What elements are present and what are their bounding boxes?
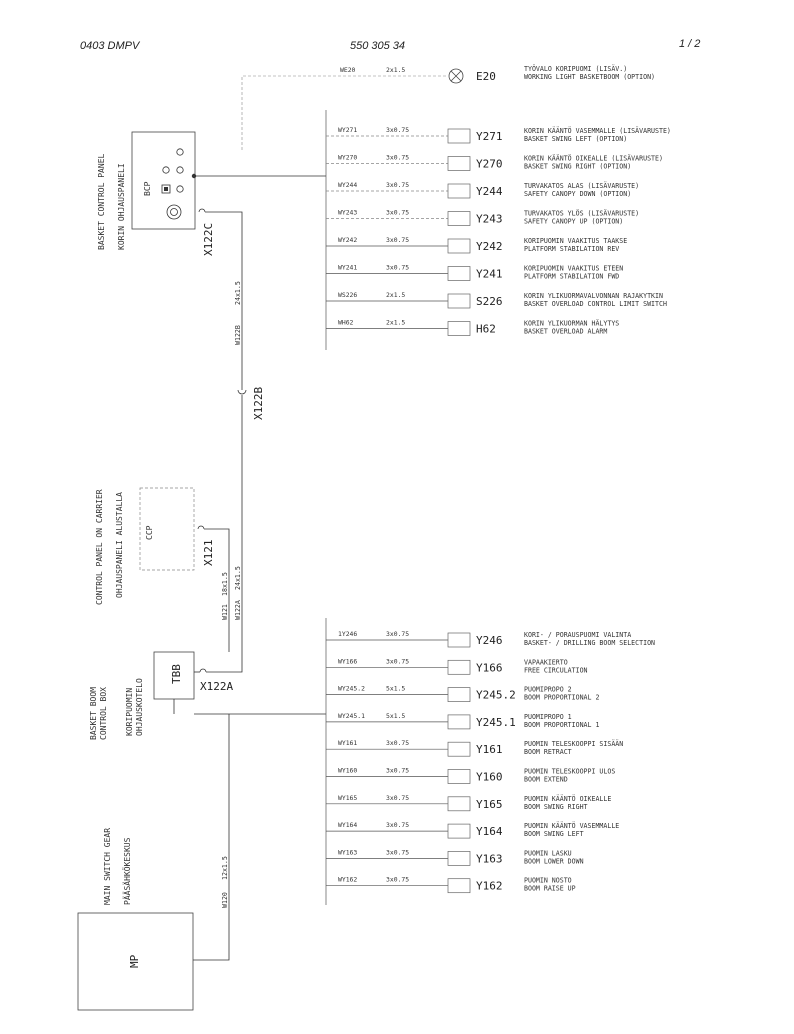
component-desc-fi: TURVAKATOS YLÖS (LISÄVARUSTE) [524,209,640,218]
wire-size: 5x1.5 [386,711,406,720]
component-desc-en: BOOM LOWER DOWN [524,857,584,866]
wire-id: WH62 [338,318,354,327]
wire-id: WY241 [338,263,358,272]
tbb-box-label: TBB [170,664,183,684]
doc-code: 0403 DMPV [80,40,140,52]
component-desc-fi: KORIPUOMIN VAAKITUS ETEEN [524,264,624,273]
bcp-button-icon [163,167,169,173]
component-box [448,322,470,336]
w121-label: W121 [221,604,229,620]
component-desc-fi: PUOMIN LASKU [524,849,572,858]
tbb-label-en2: CONTROL BOX [99,687,108,740]
ccp-label-en: CONTROL PANEL ON CARRIER [95,489,104,605]
component-box [448,742,470,756]
wire-id: WY245.2 [338,684,365,693]
wire-size: 3x0.75 [386,848,410,857]
component-desc-fi: PUOMIN TELESKOOPPI SISÄÄN [524,740,624,749]
page-number: 1 / 2 [679,38,701,50]
component-tag: Y246 [476,634,503,647]
component-box [448,633,470,647]
component-box [448,157,470,171]
w121-size: 18x1.5 [221,572,229,596]
x121-connector-icon [198,526,204,529]
wire-size: 3x0.75 [386,153,410,162]
component-desc-fi: VAPAAKIERTO [524,658,568,667]
e20-size: 2x1.5 [386,66,406,74]
w122a-size: 24x1.5 [234,566,242,590]
component-box [448,239,470,253]
component-tag: S226 [476,295,503,308]
component-tag: Y245.1 [476,715,516,729]
basket-component-rows [326,126,671,336]
component-tag: Y160 [476,770,503,784]
joystick-icon [167,205,181,219]
wire-id: WY160 [338,766,358,775]
component-tag: Y271 [476,130,503,143]
component-box [448,129,470,143]
x122b-connector-icon [238,390,246,394]
w122a-cable-line [206,395,242,672]
component-desc-fi: PUOMIN KÄÄNTÖ VASEMMALLE [524,822,620,831]
bcp-indicator-icon [177,186,183,192]
w122b-label: W122B [234,325,242,345]
component-desc-en: BOOM PROPORTIONAL 2 [524,693,600,702]
tbb-label-fi2: OHJAUSKOTELO [135,678,144,736]
wire-id: WY166 [338,657,358,666]
wire-id: WY245.1 [338,711,365,720]
wire-size: 3x0.75 [386,657,410,666]
component-tag: Y244 [476,185,503,198]
component-box [448,688,470,702]
wire-id: WY270 [338,153,358,162]
wire-size: 3x0.75 [386,181,410,189]
bcp-indicator-icon [177,167,183,173]
wire-size: 2x1.5 [386,318,406,327]
component-desc-en: FREE CIRCULATION [524,666,588,675]
component-desc-en: BASKET SWING RIGHT (OPTION) [524,162,632,171]
component-tag: Y163 [476,852,503,866]
component-box [448,212,470,226]
wire-size: 3x0.75 [386,208,410,217]
wire-id: WY165 [338,793,358,802]
x122a-connector-icon [200,669,206,672]
component-desc-en: BASKET SWING LEFT (OPTION) [524,135,628,143]
component-desc-en: BASKET OVERLOAD CONTROL LIMIT SWITCH [524,300,667,308]
component-desc-fi: PUOMIPROPO 1 [524,712,572,721]
w120-cable-line [193,714,229,960]
component-desc-fi: PUOMIPROPO 2 [524,685,572,694]
component-tag: Y164 [476,825,503,839]
component-box [448,824,470,838]
component-desc-en: BASKET- / DRILLING BOOM SELECTION [524,639,656,647]
wire-id: WY161 [338,739,358,748]
w122a-label: W122A [234,600,242,620]
component-desc-fi: KORIPUOMIN VAAKITUS TAAKSE [524,237,628,245]
component-desc-fi: KORIN YLIKUORMAVALVONNAN RAJAKYTKIN [524,292,663,300]
wire-id: WY244 [338,181,358,189]
wire-size: 3x0.75 [386,821,410,830]
x122a-label: X122A [200,680,234,693]
component-desc-en: BASKET OVERLOAD ALARM [524,327,608,336]
component-box [448,797,470,811]
component-desc-en: BOOM SWING RIGHT [524,802,588,811]
component-desc-en: PLATFORM STABILATION FWD [524,272,620,281]
component-desc-en: SAFETY CANOPY UP (OPTION) [524,217,624,226]
wire-id: WY162 [338,875,358,884]
component-tag: Y165 [476,797,503,811]
wire-size: 2x1.5 [386,291,406,299]
bcp-switch-icon [164,187,168,191]
component-desc-en: SAFETY CANOPY DOWN (OPTION) [524,190,632,198]
component-desc-en: PLATFORM STABILATION REV [524,245,620,253]
component-desc-en: BOOM SWING LEFT [524,830,584,839]
component-tag: Y161 [476,743,503,757]
mp-box-label: MP [128,954,141,968]
component-box [448,770,470,784]
wire-size: 3x0.75 [386,875,410,884]
x122c-label: X122C [202,222,215,256]
component-tag: Y166 [476,661,503,675]
component-tag: Y245.2 [476,688,516,702]
wire-size: 3x0.75 [386,630,410,638]
e20-wire: WE20 [340,66,356,74]
e20-desc-en: WORKING LIGHT BASKETBOOM (OPTION) [524,73,656,81]
joystick-icon [171,209,178,216]
wire-id: WY164 [338,821,358,830]
tbb-label-fi1: KORIPUOMIN [125,687,134,736]
component-desc-fi: KORI- / PORAUSPUOMI VALINTA [524,631,632,639]
mp-label-fi: PÄÄSÄHKÖKESKUS [123,837,132,905]
wire-size: 3x0.75 [386,126,410,134]
w122b-size: 24x1.5 [234,281,242,305]
w120-size: 12x1.5 [221,856,229,880]
wire-id: WY242 [338,236,358,244]
x121-label: X121 [202,539,215,566]
wire-size: 3x0.75 [386,236,410,244]
wire-id: WY243 [338,208,358,217]
component-desc-en: BOOM RETRACT [524,748,572,757]
component-tag: Y241 [476,267,503,281]
wire-id: 1Y246 [338,630,358,638]
bcp-box [132,132,195,229]
component-desc-fi: PUOMIN TELESKOOPPI ULOS [524,767,616,776]
wire-size: 5x1.5 [386,684,406,693]
component-desc-en: BOOM EXTEND [524,775,568,784]
component-desc-fi: KORIN YLIKUORMAN HÄLYTYS [524,319,620,328]
component-box [448,184,470,198]
e20-tag: E20 [476,70,496,83]
component-box [448,715,470,729]
component-tag: Y270 [476,157,503,171]
component-tag: Y242 [476,240,503,253]
component-tag: Y162 [476,879,503,893]
mp-label-en: MAIN SWITCH GEAR [103,827,112,905]
component-desc-fi: PUOMIN NOSTO [524,876,572,885]
e20-cable-dashed [242,76,448,150]
bcp-indicator-icon [177,149,183,155]
wire-id: WY271 [338,126,358,134]
wire-id: WS226 [338,291,358,299]
drawing-number: 550 305 34 [350,40,406,52]
wire-id: WY163 [338,848,358,857]
component-box [448,294,470,308]
component-box [448,660,470,674]
bcp-box-label: BCP [143,181,152,196]
ccp-box-label: CCP [145,525,154,540]
component-desc-en: BOOM RAISE UP [524,884,576,893]
component-desc-fi: TURVAKATOS ALAS (LISÄVARUSTE) [524,182,640,190]
wire-size: 3x0.75 [386,739,410,748]
component-desc-fi: KORIN KÄÄNTÖ OIKEALLE (LISÄVARUSTE) [524,154,663,163]
component-tag: H62 [476,322,496,336]
boom-component-rows [326,630,655,893]
component-box [448,879,470,893]
component-desc-en: BOOM PROPORTIONAL 1 [524,720,600,729]
w120-label: W120 [221,892,229,908]
wire-size: 3x0.75 [386,766,410,775]
component-tag: Y243 [476,212,503,226]
bcp-label-fi: KORIN OHJAUSPANELI [117,163,126,250]
component-box [448,267,470,281]
component-box [448,851,470,865]
wire-size: 3x0.75 [386,263,410,272]
ccp-label-fi: OHJAUSPANELI ALUSTALLA [115,492,124,598]
bcp-label-en: BASKET CONTROL PANEL [97,153,106,250]
wire-size: 3x0.75 [386,793,410,802]
tbb-label-en1: BASKET BOOM [89,687,98,740]
x122c-connector-icon [199,209,205,212]
component-desc-fi: PUOMIN KÄÄNTÖ OIKEALLE [524,794,612,803]
e20-desc-fi: TYÖVALO KORIPUOMI (LISÄV.) [524,65,628,73]
component-desc-fi: KORIN KÄÄNTÖ VASEMMALLE (LISÄVARUSTE) [524,127,671,135]
x122b-label: X122B [252,386,265,420]
